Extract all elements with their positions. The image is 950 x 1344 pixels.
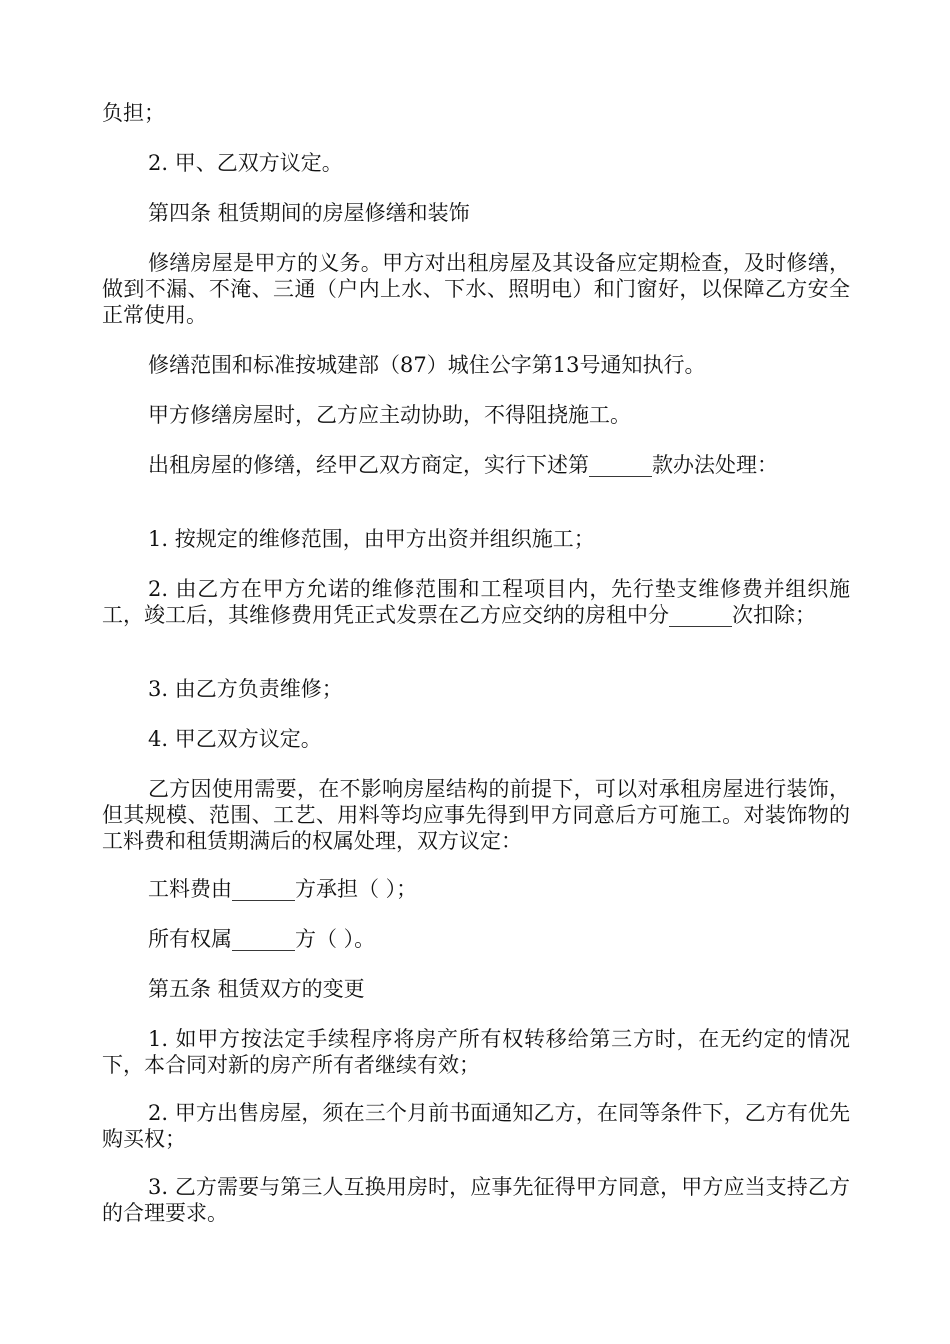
paragraph-ownership: 所有权属______方（ ）。: [148, 927, 376, 951]
list-item-2: 2. 由乙方在甲方允诺的维修范围和工程项目内，先行垫支维修费并组织施工，竣工后，其维修费用凭正式发票在乙方应交纳的房租中分______次扣除；: [102, 577, 850, 627]
paragraph-repair-duty: 修缮房屋是甲方的义务。甲方对出租房屋及其设备应定期检查，及时修缮，做到不漏、不淹、三通（户内上水、下水、照明电）和门窗好，以保障乙方安全正常使用。: [102, 251, 850, 327]
article-5-heading: 第五条 租赁双方的变更: [148, 977, 365, 1001]
paragraph-repair-scope: 修缮范围和标准按城建部（87）城住公字第13号通知执行。: [148, 353, 706, 377]
paragraph-repair-method: 出租房屋的修缮，经甲乙双方商定，实行下述第______款办法处理：: [148, 453, 778, 477]
paragraph-item-2: 2. 甲、乙双方议定。: [148, 151, 343, 175]
paragraph-material-cost: 工料费由______方承担（ ）；: [148, 877, 418, 901]
list-item-3: 3. 由乙方负责维修；: [148, 677, 343, 701]
paragraph-cooperate: 甲方修缮房屋时，乙方应主动协助，不得阻挠施工。: [148, 403, 631, 427]
change-item-2: 2. 甲方出售房屋，须在三个月前书面通知乙方，在同等条件下，乙方有优先购买权；: [102, 1101, 850, 1151]
change-item-1: 1. 如甲方按法定手续程序将房产所有权转移给第三方时，在无约定的情况下，本合同对新的房产所有者继续有效；: [102, 1027, 850, 1077]
paragraph-continuation: 负担；: [102, 101, 165, 125]
change-item-3: 3. 乙方需要与第三人互换用房时，应事先征得甲方同意，甲方应当支持乙方的合理要求。: [102, 1175, 850, 1225]
list-item-1: 1. 按规定的维修范围，由甲方出资并组织施工；: [148, 527, 595, 551]
list-item-4: 4. 甲乙双方议定。: [148, 727, 322, 751]
article-4-heading: 第四条 租赁期间的房屋修缮和装饰: [148, 201, 470, 225]
paragraph-decoration: 乙方因使用需要，在不影响房屋结构的前提下，可以对承租房屋进行装饰，但其规模、范围、工艺、用料等均应事先得到甲方同意后方可施工。对装饰物的工料费和租赁期满后的权属处理，双方议定：: [102, 777, 850, 853]
